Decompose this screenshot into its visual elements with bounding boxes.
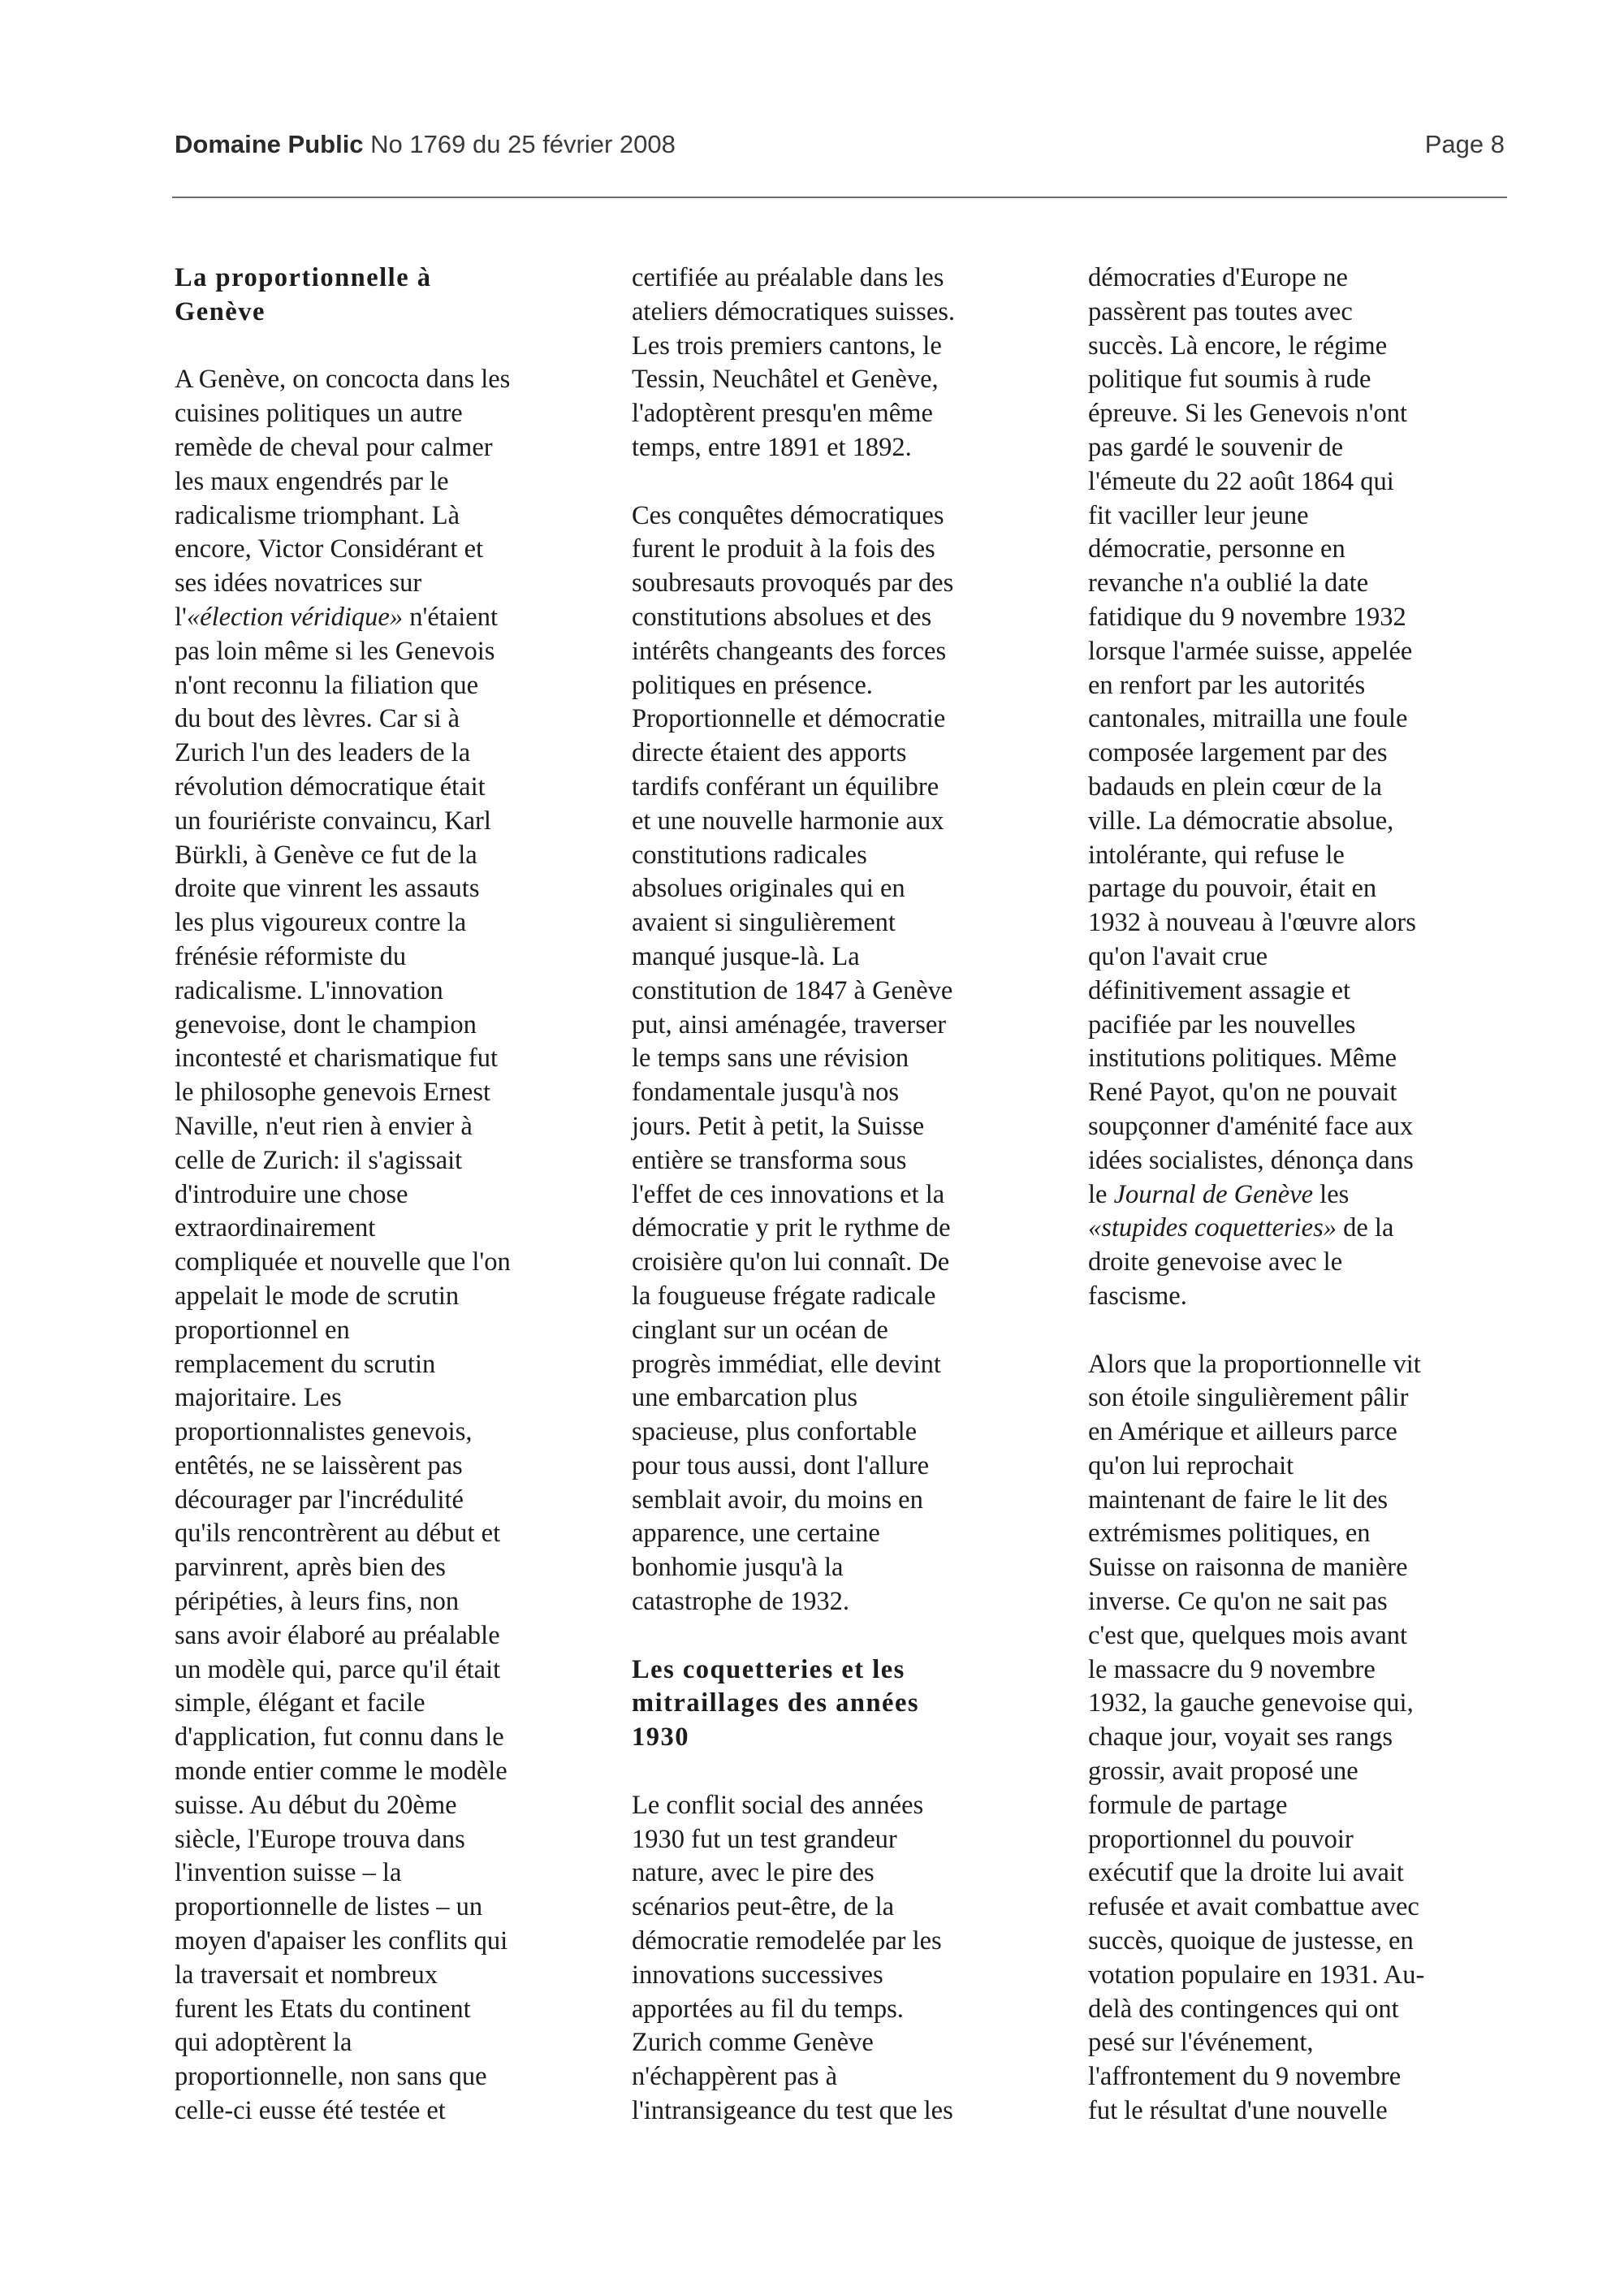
paragraph-gap bbox=[632, 465, 1093, 499]
text-line: démocraties d'Europe ne bbox=[1088, 263, 1348, 292]
text-line: les plus vigoureux contre la bbox=[175, 908, 467, 938]
text-line: badauds en plein cœur de la bbox=[1088, 771, 1382, 802]
paragraph-gap bbox=[175, 330, 636, 364]
text-line: pour tous aussi, dont l'allure bbox=[632, 1450, 930, 1480]
text-line bbox=[1088, 1178, 1549, 1212]
text-line: succès, quoique de justesse, en bbox=[1088, 1926, 1414, 1956]
text-line: définitivement assagie et bbox=[1088, 975, 1351, 1005]
text-line: d'application, fut connu dans le bbox=[175, 1722, 504, 1753]
text-run: l' bbox=[175, 602, 187, 632]
text-line: proportionnelle de listes – un bbox=[175, 1892, 483, 1922]
text-line: droite genevoise avec le bbox=[1088, 1247, 1343, 1277]
text-line: sans avoir élaboré au préalable bbox=[175, 1620, 500, 1650]
text-line: chaque jour, voyait ses rangs bbox=[1088, 1722, 1393, 1753]
text-line: celle de Zurich: il s'agissait bbox=[175, 1145, 463, 1175]
text-line: Les trois premiers cantons, le bbox=[632, 331, 942, 361]
text-line: furent les Etats du continent bbox=[175, 1994, 471, 2024]
text-line: idées socialistes, dénonça dans bbox=[1088, 1145, 1414, 1175]
text-column-2 bbox=[632, 261, 1093, 2129]
text-line: majoritaire. Les bbox=[175, 1383, 342, 1413]
text-column-1 bbox=[175, 261, 636, 2129]
text-line: entêtés, ne se laissèrent pas bbox=[175, 1450, 463, 1480]
text-line: proportionnel en bbox=[175, 1315, 350, 1345]
text-line: fondamentale jusqu'à nos bbox=[632, 1078, 899, 1108]
text-line: bonhomie jusqu'à la bbox=[632, 1553, 844, 1583]
text-line: péripéties, à leurs fins, non bbox=[175, 1587, 460, 1617]
text-line: fut le résultat d'une nouvelle bbox=[1088, 2096, 1388, 2126]
text-line: Zurich comme Genève bbox=[632, 2028, 874, 2058]
text-line: qu'on lui reprochait bbox=[1088, 1450, 1294, 1480]
text-line: monde entier comme le modèle bbox=[175, 1757, 508, 1787]
text-line: directe étaient des apports bbox=[632, 738, 907, 768]
text-line: en renfort par les autorités bbox=[1088, 670, 1366, 700]
text-line: votation populaire en 1931. Au- bbox=[1088, 1960, 1425, 1990]
text-line: furent le produit à la fois des bbox=[632, 534, 935, 564]
text-line: revanche n'a oublié la date bbox=[1088, 568, 1369, 599]
text-line: ses idées novatrices sur bbox=[175, 568, 422, 599]
text-line: constitution de 1847 à Genève bbox=[632, 975, 953, 1005]
section-heading-line: Genève bbox=[175, 296, 266, 326]
text-line: apportées au fil du temps. bbox=[632, 1994, 904, 2024]
text-column-3 bbox=[1088, 261, 1549, 2129]
text-run: n'étaient bbox=[403, 602, 498, 632]
text-line: progrès immédiat, elle devint bbox=[632, 1349, 941, 1379]
text-line: l'effet de ces innovations et la bbox=[632, 1179, 945, 1209]
text-line: moyen d'apaiser les conflits qui bbox=[175, 1926, 508, 1956]
text-line: fascisme. bbox=[1088, 1281, 1187, 1311]
text-line: l'adoptèrent presqu'en même bbox=[632, 399, 933, 429]
text-run: de la bbox=[1337, 1213, 1394, 1243]
text-line: son étoile singulièrement pâlir bbox=[1088, 1383, 1409, 1413]
text-line: Zurich l'un des leaders de la bbox=[175, 738, 471, 768]
text-line: refusée et avait combattue avec bbox=[1088, 1892, 1419, 1922]
text-line: Tessin, Neuchâtel et Genève, bbox=[632, 365, 939, 395]
text-line: incontesté et charismatique fut bbox=[175, 1044, 498, 1074]
text-line: semblait avoir, du moins en bbox=[632, 1485, 923, 1515]
text-line: appelait le mode de scrutin bbox=[175, 1281, 460, 1311]
text-line: 1932, la gauche genevoise qui, bbox=[1088, 1688, 1414, 1718]
text-line: scénarios peut-être, de la bbox=[632, 1892, 895, 1922]
text-line: un modèle qui, parce qu'il était bbox=[175, 1654, 501, 1684]
text-line: démocratie, personne en bbox=[1088, 534, 1345, 564]
text-line: n'ont reconnu la filiation que bbox=[175, 670, 479, 700]
text-line: radicalisme. L'innovation bbox=[175, 975, 443, 1005]
text-line: c'est que, quelques mois avant bbox=[1088, 1620, 1408, 1650]
paragraph-gap bbox=[632, 1755, 1093, 1789]
text-line: compliquée et nouvelle que l'on bbox=[175, 1247, 511, 1277]
text-line: 1932 à nouveau à l'œuvre alors bbox=[1088, 908, 1416, 938]
text-line: celle-ci eusse été testée et bbox=[175, 2096, 446, 2126]
text-line: cinglant sur un océan de bbox=[632, 1315, 888, 1345]
text-line: proportionnelle, non sans que bbox=[175, 2062, 487, 2092]
text-line: grossir, avait proposé une bbox=[1088, 1757, 1358, 1787]
text-line: remplacement du scrutin bbox=[175, 1349, 436, 1379]
text-line: l'intransigeance du test que les bbox=[632, 2096, 953, 2126]
text-line: l'affrontement du 9 novembre bbox=[1088, 2062, 1402, 2092]
section-heading-line: Les coquetteries et les bbox=[632, 1654, 905, 1684]
text-line: extraordinairement bbox=[175, 1213, 376, 1243]
text-line: politique fut soumis à rude bbox=[1088, 365, 1371, 395]
text-line: pesé sur l'événement, bbox=[1088, 2028, 1314, 2058]
text-line: passèrent pas toutes avec bbox=[1088, 296, 1353, 326]
text-line: fit vaciller leur jeune bbox=[1088, 500, 1309, 530]
text-line: pacifiée par les nouvelles bbox=[1088, 1009, 1356, 1039]
text-line: lorsque l'armée suisse, appelée bbox=[1088, 636, 1413, 666]
text-line bbox=[175, 601, 636, 635]
text-line: la traversait et nombreux bbox=[175, 1960, 438, 1990]
page-number: Page 8 bbox=[1424, 130, 1505, 158]
text-line: maintenant de faire le lit des bbox=[1088, 1485, 1389, 1515]
text-line: un fouriériste convaincu, Karl bbox=[175, 806, 491, 836]
text-line: jours. Petit à petit, la Suisse bbox=[632, 1111, 925, 1141]
text-line: démocratie y prit le rythme de bbox=[632, 1213, 951, 1243]
text-line: genevoise, dont le champion bbox=[175, 1009, 477, 1039]
text-line: innovations successives bbox=[632, 1960, 883, 1990]
text-line: cuisines politiques un autre bbox=[175, 399, 463, 429]
issue-info: No 1769 du 25 février 2008 bbox=[370, 130, 676, 158]
text-line: delà des contingences qui ont bbox=[1088, 1994, 1399, 2024]
text-line: politiques en présence. bbox=[632, 670, 873, 700]
text-line: les maux engendrés par le bbox=[175, 466, 449, 496]
text-line: fatidique du 9 novembre 1932 bbox=[1088, 602, 1406, 632]
text-line: ville. La démocratie absolue, bbox=[1088, 806, 1394, 836]
text-line: composée largement par des bbox=[1088, 738, 1388, 768]
text-line: décourager par l'incrédulité bbox=[175, 1485, 464, 1515]
text-line: démocratie remodelée par les bbox=[632, 1926, 942, 1956]
text-line: certifiée au préalable dans les bbox=[632, 263, 944, 292]
text-line: Ces conquêtes démocratiques bbox=[632, 500, 944, 530]
publication-line bbox=[175, 130, 676, 159]
section-heading-line: 1930 bbox=[632, 1722, 689, 1753]
text-line: Suisse on raisonna de manière bbox=[1088, 1553, 1408, 1583]
text-line: temps, entre 1891 et 1892. bbox=[632, 432, 912, 462]
text-line: d'introduire une chose bbox=[175, 1179, 408, 1209]
text-line: qu'ils rencontrèrent au début et bbox=[175, 1519, 501, 1549]
text-line: absolues originales qui en bbox=[632, 874, 905, 904]
text-line: formule de partage bbox=[1088, 1790, 1288, 1820]
text-line: constitutions absolues et des bbox=[632, 602, 932, 632]
text-line: pas loin même si les Genevois bbox=[175, 636, 495, 666]
text-line: 1930 fut un test grandeur bbox=[632, 1824, 897, 1854]
section-heading-line: mitraillages des années bbox=[632, 1688, 920, 1718]
text-line: inverse. Ce qu'on ne sait pas bbox=[1088, 1587, 1388, 1617]
text-line: et une nouvelle harmonie aux bbox=[632, 806, 944, 836]
text-line: en Amérique et ailleurs parce bbox=[1088, 1417, 1397, 1447]
text-line: soupçonner d'aménité face aux bbox=[1088, 1111, 1414, 1141]
text-line: cantonales, mitrailla une foule bbox=[1088, 704, 1408, 734]
text-line: siècle, l'Europe trouva dans bbox=[175, 1824, 465, 1854]
text-line bbox=[1088, 1212, 1549, 1246]
text-line: n'échappèrent pas à bbox=[632, 2062, 838, 2092]
section-heading-line: La proportionnelle à bbox=[175, 263, 432, 292]
text-line: Naville, n'eut rien à envier à bbox=[175, 1111, 473, 1141]
paragraph-gap bbox=[1088, 1314, 1549, 1348]
italic-text: «élection véridique» bbox=[186, 602, 404, 632]
text-line: Bürkli, à Genève ce fut de la bbox=[175, 840, 477, 870]
text-line: épreuve. Si les Genevois n'ont bbox=[1088, 399, 1408, 429]
text-line: put, ainsi aménagée, traverser bbox=[632, 1009, 947, 1039]
text-line: intolérante, qui refuse le bbox=[1088, 840, 1345, 870]
text-line: entière se transforma sous bbox=[632, 1145, 907, 1175]
text-line: Le conflit social des années bbox=[632, 1790, 924, 1820]
text-line: la fougueuse frégate radicale bbox=[632, 1281, 936, 1311]
text-line: l'invention suisse – la bbox=[175, 1858, 402, 1888]
text-line: frénésie réformiste du bbox=[175, 941, 407, 971]
text-line: succès. Là encore, le régime bbox=[1088, 331, 1388, 361]
text-line: institutions politiques. Même bbox=[1088, 1044, 1397, 1074]
text-line: tardifs conférant un équilibre bbox=[632, 771, 939, 802]
italic-text: «stupides coquetteries» bbox=[1088, 1213, 1337, 1243]
text-line: apparence, une certaine bbox=[632, 1519, 880, 1549]
publication-name: Domaine Public bbox=[175, 130, 364, 158]
text-line: proportionnel du pouvoir bbox=[1088, 1824, 1354, 1854]
text-line: catastrophe de 1932. bbox=[632, 1587, 850, 1617]
text-line: qu'on l'avait crue bbox=[1088, 941, 1268, 971]
text-line: suisse. Au début du 20ème bbox=[175, 1790, 457, 1820]
text-line: le massacre du 9 novembre bbox=[1088, 1654, 1376, 1684]
text-line: du bout des lèvres. Car si à bbox=[175, 704, 460, 734]
text-line: le temps sans une révision bbox=[632, 1044, 909, 1074]
text-line: révolution démocratique était bbox=[175, 771, 486, 802]
text-line: avaient si singulièrement bbox=[632, 908, 896, 938]
text-line: l'émeute du 22 août 1864 qui bbox=[1088, 466, 1394, 496]
text-line: droite que vinrent les assauts bbox=[175, 874, 480, 904]
text-line: le philosophe genevois Ernest bbox=[175, 1078, 491, 1108]
header-divider bbox=[172, 197, 1507, 198]
text-line: intérêts changeants des forces bbox=[632, 636, 947, 666]
text-line: croisière qu'on lui connaît. De bbox=[632, 1247, 950, 1277]
text-line: simple, élégant et facile bbox=[175, 1688, 425, 1718]
text-line: constitutions radicales bbox=[632, 840, 867, 870]
page-header bbox=[175, 130, 1505, 169]
paragraph-gap bbox=[632, 1619, 1093, 1653]
text-line: remède de cheval pour calmer bbox=[175, 432, 493, 462]
text-line: ateliers démocratiques suisses. bbox=[632, 296, 956, 326]
text-line: exécutif que la droite lui avait bbox=[1088, 1858, 1404, 1888]
italic-text: Journal de Genève bbox=[1113, 1179, 1314, 1209]
text-line: spacieuse, plus confortable bbox=[632, 1417, 918, 1447]
text-line: une embarcation plus bbox=[632, 1383, 857, 1413]
text-line: pas gardé le souvenir de bbox=[1088, 432, 1344, 462]
text-line: encore, Victor Considérant et bbox=[175, 534, 484, 564]
text-run: les bbox=[1313, 1179, 1350, 1209]
text-line: extrémismes politiques, en bbox=[1088, 1519, 1371, 1549]
text-line: nature, avec le pire des bbox=[632, 1858, 875, 1888]
text-line: Proportionnelle et démocratie bbox=[632, 704, 946, 734]
text-run: le bbox=[1088, 1179, 1114, 1209]
text-line: René Payot, qu'on ne pouvait bbox=[1088, 1078, 1397, 1108]
text-line: manqué jusque-là. La bbox=[632, 941, 860, 971]
text-line: parvinrent, après bien des bbox=[175, 1553, 446, 1583]
text-line: Alors que la proportionnelle vit bbox=[1088, 1349, 1421, 1379]
text-line: partage du pouvoir, était en bbox=[1088, 874, 1377, 904]
text-line: radicalisme triomphant. Là bbox=[175, 500, 460, 530]
text-line: soubresauts provoqués par des bbox=[632, 568, 954, 599]
text-line: A Genève, on concocta dans les bbox=[175, 365, 511, 395]
text-line: proportionnalistes genevois, bbox=[175, 1417, 473, 1447]
text-line: qui adoptèrent la bbox=[175, 2028, 352, 2058]
